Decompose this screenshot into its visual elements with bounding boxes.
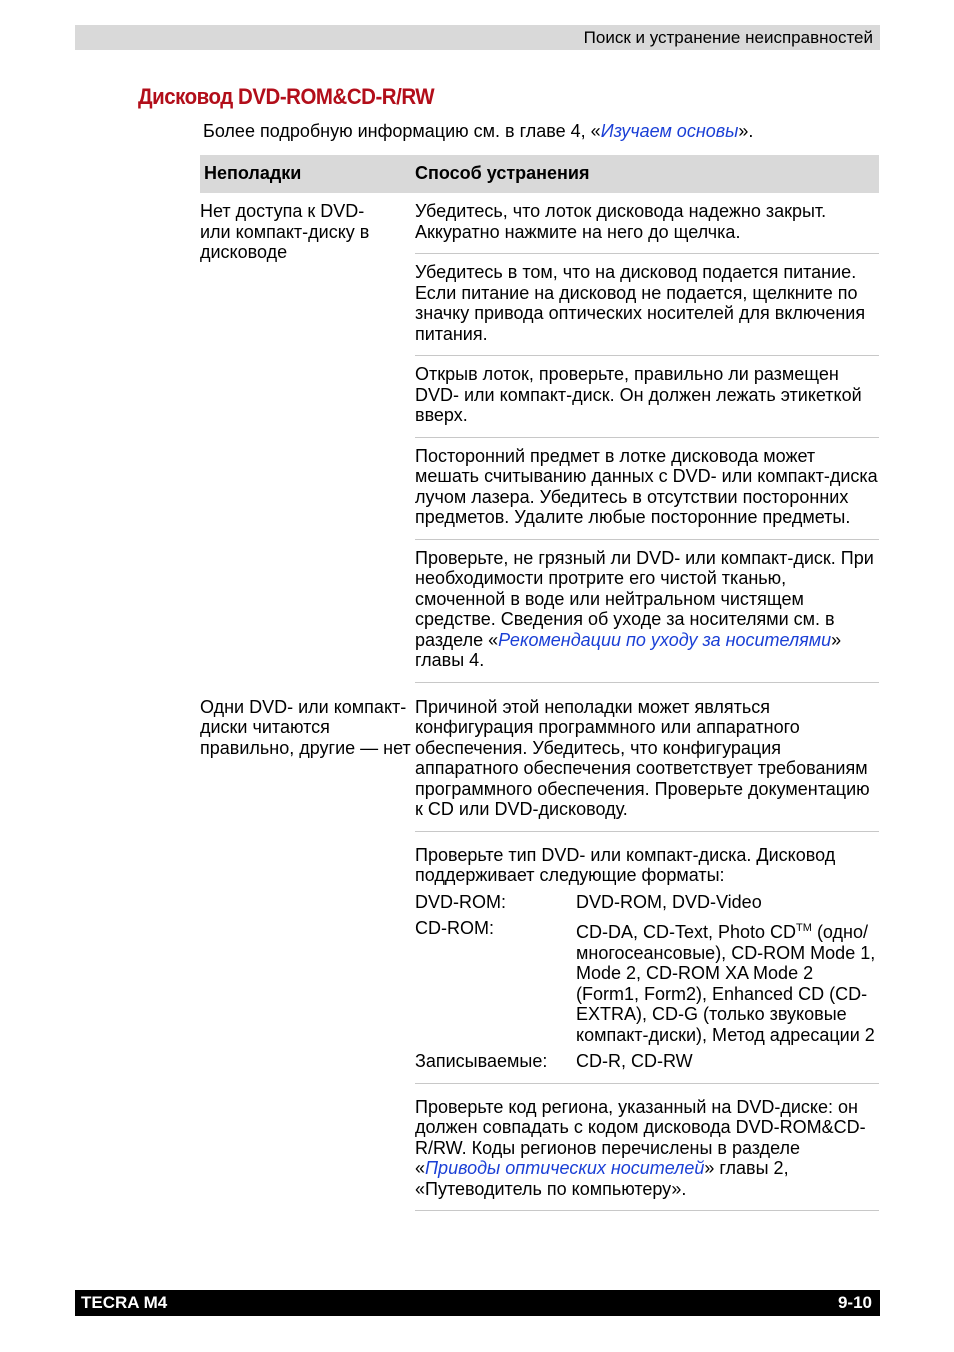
format-label: DVD-ROM: [415, 891, 506, 912]
solution-item: Убедитесь, что лоток дисковода надежно закрыт. Аккуратно нажмите на него до щелчка. [415, 193, 879, 254]
solution-item [415, 540, 879, 683]
intro-prefix: Более подробную информацию см. в главе 4, « [203, 121, 601, 141]
table-header [200, 155, 879, 193]
drives-link[interactable]: Приводы оптических носителей [425, 1158, 705, 1178]
format-value-text: CD-DA, CD-Text, Photo CD [576, 922, 797, 942]
format-row [415, 892, 879, 913]
page-header [75, 25, 880, 50]
footer-model: TECRA M4 [81, 1293, 168, 1312]
solution-item: Открыв лоток, проверьте, правильно ли размещен DVD- или компакт-диск. Он должен лежать этикеткой вверх. [415, 356, 879, 438]
trademark-mark: TM [796, 922, 812, 934]
page-number: 9-10 [837, 1293, 872, 1312]
solution-text: » главы 2, «Путеводитель по компьютеру». [415, 1158, 789, 1199]
problem-cell: Одни DVD- или компакт-диски читаются правильно, другие — нет [200, 696, 411, 758]
section-title: Дисковод DVD-ROM&CD-R/RW [138, 84, 435, 109]
troubleshooting-table [200, 155, 879, 1211]
solutions-cell [415, 683, 879, 1212]
solution-item: Убедитесь в том, что на дисковод подается питание. Если питание на дисковод не подается, щелкните по значку привода оптических носителей для включения питания. [415, 254, 879, 356]
format-label: CD-ROM: [415, 918, 494, 938]
header-problems: Неполадки [204, 163, 302, 183]
format-value [576, 918, 879, 1045]
solution-item [415, 832, 879, 1084]
solutions-cell [415, 193, 879, 683]
formats-intro: Проверьте тип DVD- или компакт-диска. Дисковод поддерживает следующие форматы: [415, 844, 836, 885]
solution-text: Проверьте код региона, указанный на DVD-диске: он должен совпадать с кодом дисковода DVD-ROM&CD-R/RW. Коды регионов перечислены в разделе « [415, 1096, 866, 1178]
header-solutions: Способ устранения [415, 163, 590, 183]
format-value: CD-R, CD-RW [576, 1051, 693, 1071]
format-row [415, 1051, 879, 1072]
intro-text [203, 121, 753, 142]
intro-suffix: ». [738, 121, 754, 141]
format-value: DVD-ROM, DVD-Video [576, 891, 762, 912]
solution-text: » главы 4. [415, 629, 842, 670]
page-footer [75, 1290, 880, 1316]
solution-text: Проверьте, не грязный ли DVD- или компакт-диск. При необходимости протрите его чистой тканью, смоченной в воде или нейтральном чистящем средстве. Сведения об уходе за носителями см. в разделе « [415, 547, 874, 650]
format-row [415, 918, 879, 1045]
header-title: Поиск и устранение неисправностей [583, 28, 873, 47]
format-value-text: (одно/многосеансовые), CD-ROM Mode 1, Mode 2, CD-ROM XA Mode 2 (Form1, Form2), Enhanced CD (CD-EXTRA), CD-G (только звуковые компакт-диски), Метод адресации 2 [576, 922, 876, 1045]
intro-link[interactable]: Изучаем основы [600, 121, 739, 141]
solution-item: Посторонний предмет в лотке дисковода может мешать считыванию данных с DVD- или компакт-диска лучом лазера. Убедитесь в отсутствии посторонних предметов. Удалите любые посторонние предметы. [415, 438, 879, 540]
format-label: Записываемые: [415, 1051, 548, 1071]
table-row [200, 193, 879, 683]
solution-item: Причиной этой неполадки может являться конфигурация программного или аппаратного обеспечения. Убедитесь, что конфигурация аппаратного обеспечения соответствует требованиям программного обеспечения. Проверьте документацию к CD или DVD-дисководу. [415, 683, 879, 832]
care-link[interactable]: Рекомендации по уходу за носителями [498, 629, 832, 650]
problem-cell: Нет доступа к DVD- или компакт-диску в дисководе [200, 201, 370, 262]
solution-item [415, 1084, 879, 1212]
table-row [200, 683, 879, 1212]
